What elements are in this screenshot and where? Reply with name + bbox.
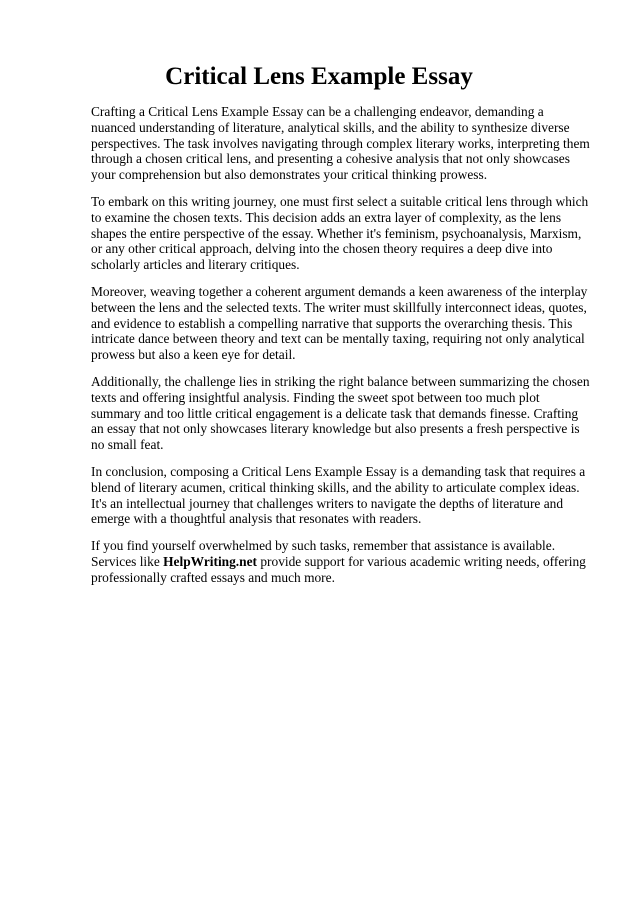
document-body xyxy=(91,104,591,597)
paragraph-lens-selection: To embark on this writing journey, one must first select a suitable critical lens through which to examine the chosen texts. This decision adds an extra layer of complexity, as the lens shapes the entire perspective of the essay. Whether it's feminism, psychoanalysis, Marxism, or any other critical approach, delving into the chosen theory requires a deep dive into scholarly articles and literary critiques. xyxy=(91,193,589,273)
services-text-before: If you find yourself overwhelmed by such tasks, remember that assistance is available. Services like xyxy=(91,538,556,569)
paragraph-argument: Moreover, weaving together a coherent argument demands a keen awareness of the interplay between the lens and the selected texts. The writer must skillfully interconnect ideas, quotes, and evidence to establish a compelling narrative that supports the overarching thesis. This intricate dance between theory and text can be mentally taxing, requiring not only analytical prowess but also a keen eye for detail. xyxy=(91,283,588,363)
paragraph-conclusion: In conclusion, composing a Critical Lens Example Essay is a demanding task that requires a blend of literary acumen, critical thinking skills, and the ability to articulate complex ideas. It's an intellectual journey that challenges writers to navigate the depths of literature and emerge with a thoughtful analysis that resonates with readers. xyxy=(91,463,586,527)
paragraph-services xyxy=(91,538,591,585)
paragraph-balance: Additionally, the challenge lies in striking the right balance between summarizing the chosen texts and offering insightful analysis. Finding the sweet spot between too much plot summary and too little critical engagement is a delicate task that demands finesse. Crafting an essay that not only showcases literary knowledge but also presents a fresh perspective is no small feat. xyxy=(91,373,590,453)
services-text-after: provide support for various academic writing needs, offering professionally crafted essays and much more. xyxy=(91,553,586,585)
helpwriting-link[interactable]: HelpWriting.net xyxy=(163,553,257,569)
document-title: Critical Lens Example Essay xyxy=(165,63,473,90)
paragraph-intro: Crafting a Critical Lens Example Essay can be a challenging endeavor, demanding a nuanced understanding of literature, analytical skills, and the ability to synthesize diverse perspectives. The task involves navigating through complex literary works, interpreting them through a chosen critical lens, and presenting a cohesive analysis that not only showcases your comprehension but also demonstrates your critical thinking prowess. xyxy=(91,104,590,183)
